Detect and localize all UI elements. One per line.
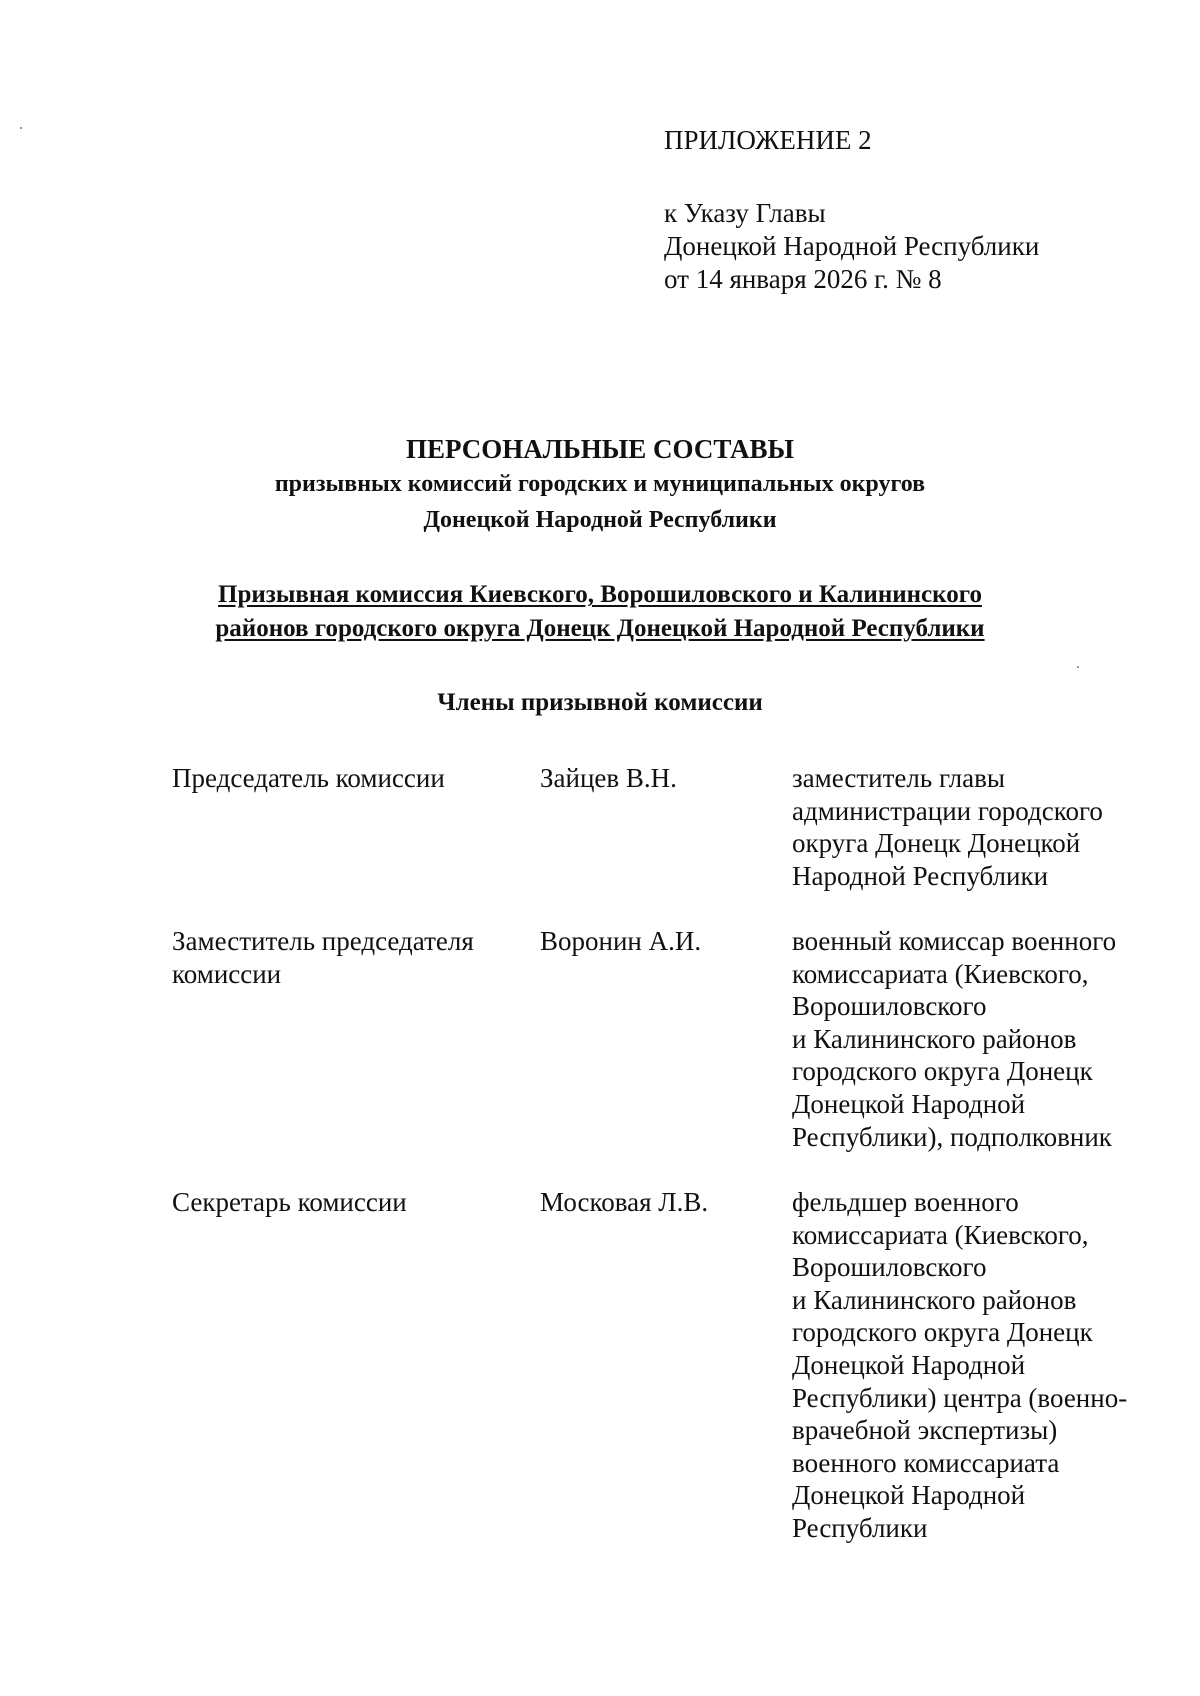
member-position-line: Донецкой Народной xyxy=(792,1480,1026,1511)
member-name: Зайцев В.Н. xyxy=(540,763,677,793)
commission-name-line: районов городского округа Донецк Донецкой Народной Республики xyxy=(215,615,985,642)
member-role xyxy=(172,925,512,990)
scan-speck xyxy=(1077,666,1079,668)
member-position-line: заместитель главы xyxy=(792,763,1005,793)
member-position-line: военного комиссариата xyxy=(792,1447,1060,1478)
member-role xyxy=(172,762,512,795)
decree-line: от 14 января 2026 г. № 8 xyxy=(664,264,942,294)
scan-speck xyxy=(20,127,22,129)
member-name: Московая Л.В. xyxy=(540,1187,709,1217)
member-position-line: Донецкой Народной xyxy=(792,1349,1026,1380)
title-subtitle-line: Донецкой Народной Республики xyxy=(423,507,777,533)
appendix-label: ПРИЛОЖЕНИЕ 2 xyxy=(664,125,872,155)
member-position-line: городского округа Донецк xyxy=(792,1056,1093,1087)
member-position-line: фельдшер военного xyxy=(792,1187,1019,1217)
member-role-line: Заместитель председателя xyxy=(172,926,474,956)
member-position-line: Республики xyxy=(792,1512,928,1543)
member-position-line: городского округа Донецк xyxy=(792,1317,1093,1348)
member-position-line: и Калининского районов xyxy=(792,1023,1077,1054)
member-role-line: Председатель комиссии xyxy=(172,763,445,793)
member-name: Воронин А.И. xyxy=(540,926,702,956)
member-position xyxy=(792,762,1152,892)
member-role xyxy=(172,1186,512,1219)
document-title xyxy=(0,432,1200,538)
commission-name xyxy=(0,578,1200,646)
member-position-line: Ворошиловского xyxy=(792,991,987,1022)
member-position-line: врачебной экспертизы) xyxy=(792,1415,1058,1446)
commission-name-line: Призывная комиссия Киевского, Ворошиловского и Калининского xyxy=(218,581,982,608)
member-position-line: Ворошиловского xyxy=(792,1252,987,1283)
decree-line: к Указу Главы xyxy=(664,198,826,228)
member-position-line: Донецкой Народной xyxy=(792,1088,1026,1119)
member-position-line: Народной Республики xyxy=(792,860,1049,891)
member-position-line: комиссариата (Киевского, xyxy=(792,1219,1089,1250)
title-subtitle-line: призывных комиссий городских и муниципальных округов xyxy=(274,471,926,497)
member-position-line: Республики) центра (военно- xyxy=(792,1382,1128,1413)
member-position-line: комиссариата (Киевского, xyxy=(792,958,1089,989)
member-position-line: военный комиссар военного xyxy=(792,926,1117,956)
member-position xyxy=(792,1186,1152,1545)
member-position xyxy=(792,925,1152,1153)
member-position-line: администрации городского xyxy=(792,795,1103,826)
member-position-line: и Калининского районов xyxy=(792,1284,1077,1315)
members-heading: Члены призывной комиссии xyxy=(437,689,763,716)
member-role-line: Секретарь комиссии xyxy=(172,1187,407,1217)
decree-reference xyxy=(664,197,1039,296)
member-position-line: Республики), подполковник xyxy=(792,1121,1112,1152)
member-position-line: округа Донецк Донецкой xyxy=(792,828,1081,859)
title-main: ПЕРСОНАЛЬНЫЕ СОСТАВЫ xyxy=(405,434,795,464)
decree-line: Донецкой Народной Республики xyxy=(664,231,1040,261)
member-role-line: комиссии xyxy=(172,958,282,989)
